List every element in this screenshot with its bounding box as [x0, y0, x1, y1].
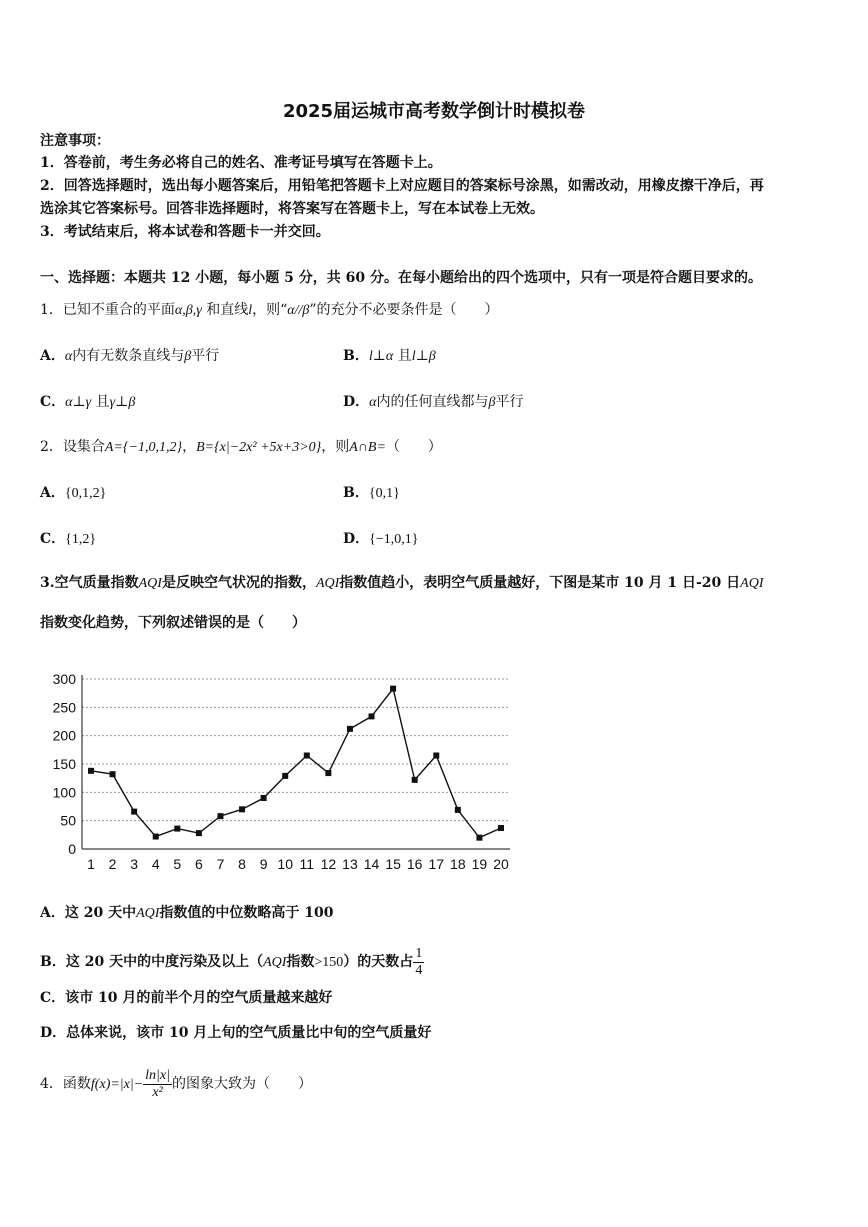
section-heading: 一、选择题：本题共 12 小题，每小题 5 分，共 60 分。在每小题给出的四个选项中，只有一项是符合题目要求的。: [40, 270, 762, 286]
q1a-text: 内有无数条直线与: [72, 348, 185, 364]
x-tick-label: 15: [385, 856, 401, 872]
fraction-numerator: 1: [415, 945, 423, 961]
q2-option-b[interactable]: [343, 483, 400, 504]
y-tick-label: 300: [52, 671, 76, 687]
q2d-val: {−1,0,1}: [369, 532, 419, 547]
data-point: [369, 713, 375, 719]
x-tick-label: 12: [320, 856, 337, 872]
x-tick-label: 1: [87, 856, 95, 872]
data-point: [174, 826, 180, 832]
q3-text-b: 是反映空气状况的指数，: [161, 575, 316, 591]
data-point: [282, 773, 288, 779]
q3a-text-b: 指数值的中位数略高于 100: [159, 905, 334, 921]
question-4-stem: [40, 1062, 312, 1106]
fraction-denominator: 4: [415, 962, 423, 978]
q2-text-c: （ ）: [385, 439, 442, 455]
q2-text-b: ，则: [321, 439, 350, 455]
q1d-math2: β: [488, 395, 496, 410]
question-2-stem: [40, 437, 442, 458]
aqi-symbol: AQI: [136, 906, 160, 921]
x-tick-label: 5: [173, 856, 182, 872]
aqi-series-line: [91, 689, 501, 838]
x-tick-label: 4: [151, 856, 160, 872]
x-tick-label: 14: [363, 856, 380, 872]
page-title: 2025届运城市高考数学倒计时模拟卷: [282, 101, 586, 122]
aqi-symbol: AQI: [138, 576, 162, 591]
option-label: B．: [343, 348, 369, 364]
q1d-text: 内的任何直线都与: [376, 394, 489, 410]
q3b-text: B．这 20 天中的中度污染及以上（: [40, 954, 264, 970]
q3a-text: A．这 20 天中: [40, 905, 137, 921]
q1-option-a[interactable]: [40, 346, 219, 367]
q1c-math: α⊥γ: [65, 395, 92, 410]
data-point: [347, 726, 353, 732]
notice-item-2: 2．回答选择题时，选出每小题答案后，用铅笔把答题卡上对应题目的答案标号涂黑，如需改动，用橡皮擦干净后，再: [40, 178, 764, 194]
q1-text: 1．已知不重合的平面: [40, 302, 175, 318]
q1-text-d: ”的充分不必要条件是（ ）: [309, 302, 499, 318]
aqi-line-chart: [40, 665, 520, 880]
x-tick-label: 3: [130, 856, 139, 872]
y-tick-label: 100: [52, 784, 76, 801]
q3-text: 3.空气质量指数: [40, 575, 139, 591]
data-point: [498, 825, 504, 831]
data-point: [110, 771, 116, 777]
data-point: [196, 830, 202, 836]
question-1-stem: [40, 300, 499, 321]
q1a-text2: 平行: [191, 348, 220, 364]
q2-expr: A∩B=: [349, 440, 386, 455]
x-tick-label: 19: [471, 856, 488, 872]
y-tick-label: 0: [68, 841, 76, 857]
y-tick-label: 150: [52, 756, 76, 772]
data-point: [131, 809, 137, 815]
question-3-stem-line2: 指数变化趋势，下列叙述错误的是（ ）: [40, 615, 306, 631]
q1-vars: α,β,γ: [174, 303, 202, 318]
x-tick-label: 9: [259, 856, 268, 872]
x-tick-label: 20: [493, 856, 509, 872]
y-tick-label: 200: [52, 727, 76, 744]
q2b-val: {0,1}: [368, 486, 400, 501]
x-tick-label: 2: [108, 856, 117, 872]
q1d-text2: 平行: [495, 394, 524, 410]
x-tick-label: 13: [342, 856, 358, 872]
notice-item-3: 3．考试结束后，将本试卷和答题卡一并交回。: [40, 224, 330, 240]
q2-option-d[interactable]: [343, 529, 418, 550]
option-label: D．: [343, 531, 370, 547]
question-3-stem-line1: [40, 573, 764, 594]
data-point: [412, 777, 418, 783]
q4-denominator: x²: [152, 1084, 163, 1100]
data-point: [217, 813, 223, 819]
data-point: [88, 768, 94, 774]
q3-option-c[interactable]: C．该市 10 月的前半个月的空气质量越来越好: [40, 990, 333, 1006]
q1-line-l: l: [248, 303, 253, 318]
y-tick-label: 50: [60, 812, 76, 829]
q2-set-b: B={x|−2x² +5x+3>0}: [196, 440, 322, 455]
q4-fraction: [143, 1068, 172, 1101]
aqi-symbol: AQI: [315, 576, 340, 591]
q3-option-b[interactable]: [40, 942, 424, 982]
q2c-val: {1,2}: [65, 532, 97, 547]
q4-text: 4．函数: [40, 1076, 91, 1092]
option-label: A．: [40, 348, 65, 364]
x-tick-label: 7: [216, 856, 225, 872]
option-label: B．: [343, 485, 369, 501]
q3-text-c: 指数值趋小，表明空气质量越好，下图是某市 10 月 1 日-20 日: [339, 575, 741, 591]
q2-option-a[interactable]: [40, 483, 106, 504]
data-point: [261, 795, 267, 801]
q1a-math2: β: [184, 349, 192, 364]
option-label: A．: [40, 485, 65, 501]
q4-fx: f(x)=|x|−: [90, 1077, 144, 1092]
q1b-math: l⊥α: [368, 349, 394, 364]
data-point: [325, 770, 331, 776]
q1-option-d[interactable]: [343, 392, 523, 413]
notice-item-1: 1．答卷前，考生务必将自己的姓名、准考证号填写在答题卡上。: [40, 155, 442, 171]
q1b-text: 且: [393, 348, 412, 364]
data-point: [153, 834, 159, 840]
x-tick-label: 18: [450, 856, 466, 872]
q3b-text-b: 指数: [286, 954, 315, 970]
q3-option-d[interactable]: D．总体来说，该市 10 月上旬的空气质量比中旬的空气质量好: [40, 1025, 432, 1041]
notice-item-2-cont: 选涂其它答案标号。回答非选择题时，将答案写在答题卡上，写在本试卷上无效。: [40, 201, 544, 217]
q1d-math: α: [369, 395, 377, 410]
q2-option-c[interactable]: [40, 529, 96, 550]
aqi-symbol: AQI: [740, 576, 764, 591]
q1-text-b: 和直线: [201, 302, 249, 318]
option-label: C．: [40, 531, 66, 547]
y-tick-label: 250: [52, 699, 76, 716]
x-tick-label: 11: [299, 856, 315, 872]
q2-text: 2．设集合: [40, 439, 105, 455]
x-tick-label: 8: [238, 856, 246, 872]
q2-comma: ，: [182, 439, 197, 455]
data-point: [476, 835, 482, 841]
x-tick-label: 16: [406, 856, 423, 872]
q3-option-a[interactable]: [40, 903, 334, 924]
notice-heading: 注意事项：: [40, 133, 110, 149]
option-label: C．: [40, 394, 66, 410]
x-tick-label: 17: [428, 856, 445, 872]
q2a-val: {0,1,2}: [64, 486, 107, 501]
q3b-text-d: ）的天数占: [343, 954, 414, 970]
q1-option-c[interactable]: [40, 392, 135, 413]
q1-text-c: ，则“: [252, 302, 288, 318]
q4-text-b: 的图象大致为（ ）: [171, 1076, 312, 1092]
data-point: [304, 753, 310, 759]
data-point: [433, 753, 439, 759]
q1c-text: 且: [91, 394, 110, 410]
aqi-symbol: AQI: [263, 955, 287, 970]
data-point: [455, 807, 461, 813]
quarter-fraction: [413, 946, 424, 979]
q3b-threshold: >150: [314, 955, 344, 970]
q1-option-b[interactable]: [343, 346, 436, 367]
option-label: D．: [343, 394, 370, 410]
q1c-math2: γ⊥β: [109, 395, 136, 410]
q1b-math2: l⊥β: [411, 349, 436, 364]
data-point: [239, 806, 245, 812]
x-tick-label: 10: [277, 856, 293, 872]
x-tick-label: 6: [194, 856, 203, 872]
q2-set-a: A={−1,0,1,2}: [104, 440, 183, 455]
q4-numerator: ln|x|: [145, 1067, 170, 1083]
q1a-math: α: [64, 349, 73, 364]
data-point: [390, 686, 396, 692]
q1-expr: α//β: [287, 303, 310, 318]
